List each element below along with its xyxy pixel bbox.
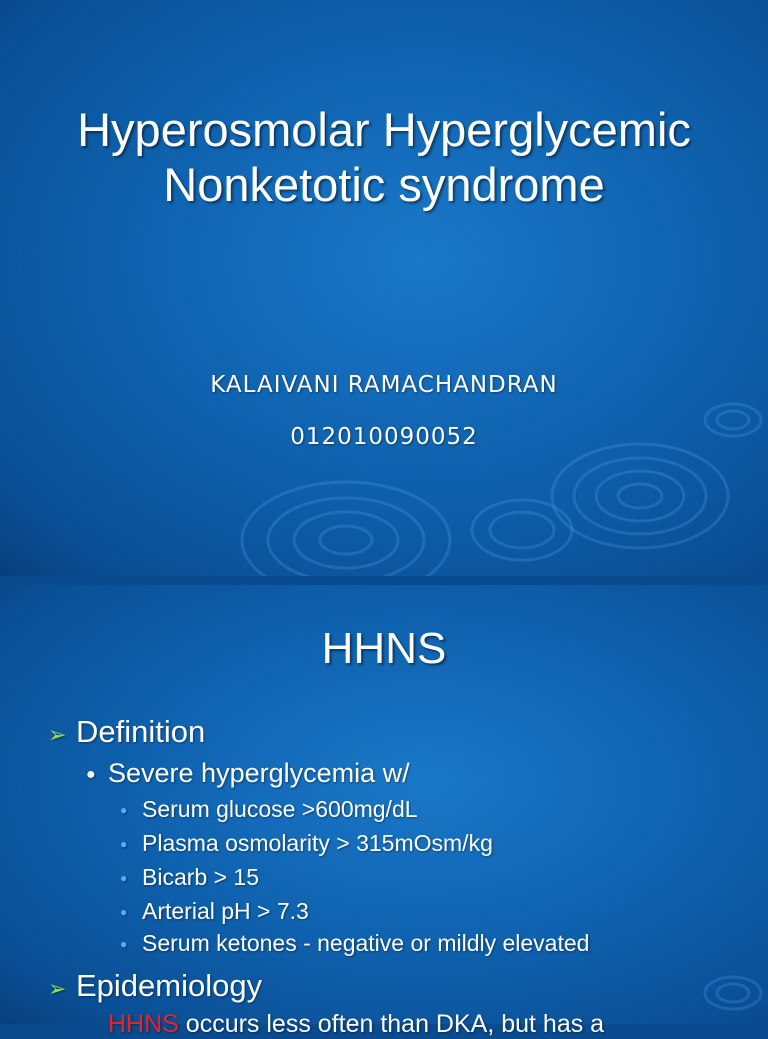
sub-bullet-severe-hyperglycemia [86,758,410,789]
sub-bullet-label: Severe hyperglycemia w/ [108,758,410,788]
arrow-bullet-icon: ➢ [48,722,67,747]
bullet-definition [48,714,205,750]
list-item [120,930,589,957]
list-item [120,830,493,857]
dot-bullet-icon: ● [86,766,96,783]
epidemiology-partial-text: occurs less often than DKA, but has a [178,1010,605,1038]
list-item-text: Plasma osmolarity > 315mOsm/kg [142,830,493,856]
list-item-text: Serum ketones - negative or mildly elevated [142,930,590,956]
list-item-text: Serum glucose >600mg/dL [142,796,418,822]
author-name: KALAIVANI RAMACHANDRAN [210,372,558,398]
small-dot-icon: ● [120,803,128,817]
list-item-text: Bicarb > 15 [142,864,259,890]
author-id: 012010090052 [290,424,478,450]
list-item [120,796,418,823]
arrow-bullet-icon: ➢ [48,976,67,1001]
definition-label: Definition [76,714,206,749]
hhns-highlight: HHNS [108,1010,179,1038]
small-dot-icon: ● [120,871,128,885]
small-dot-icon: ● [120,905,128,919]
list-item-text: Arterial pH > 7.3 [142,898,309,924]
small-dot-icon: ● [120,937,128,951]
list-item [120,898,309,925]
small-dot-icon: ● [120,837,128,851]
bullet-epidemiology [48,968,262,1004]
hhns-title: HHNS [321,624,447,673]
epidemiology-partial-line [108,1010,604,1039]
slide-title: Hyperosmolar Hyperglycemic Nonketotic syndrome [77,103,691,211]
list-item [120,864,259,891]
epidemiology-label: Epidemiology [76,968,263,1003]
